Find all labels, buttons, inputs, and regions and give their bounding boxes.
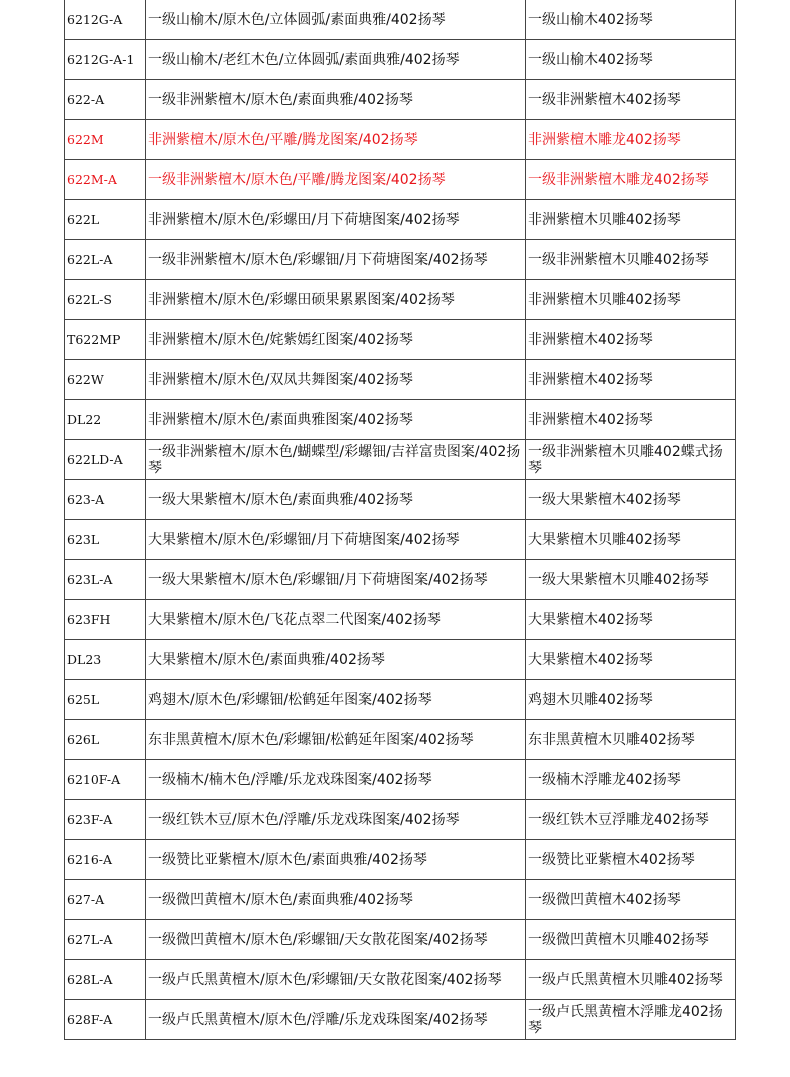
cell-description: 一级楠木/楠木色/浮雕/乐龙戏珠图案/402扬琴: [146, 760, 526, 800]
cell-description: 一级卢氏黑黄檀木/原木色/彩螺钿/天女散花图案/402扬琴: [146, 960, 526, 1000]
cell-model: 622L-S: [65, 280, 146, 320]
cell-model: 622LD-A: [65, 440, 146, 480]
cell-description: 一级山榆木/老红木色/立体圆弧/素面典雅/402扬琴: [146, 40, 526, 80]
cell-name: 鸡翅木贝雕402扬琴: [526, 680, 736, 720]
table-row: [65, 840, 736, 880]
cell-name: 一级红铁木豆浮雕龙402扬琴: [526, 800, 736, 840]
cell-name: 一级赞比亚紫檀木402扬琴: [526, 840, 736, 880]
table-row: [65, 680, 736, 720]
cell-description: 鸡翅木/原木色/彩螺钿/松鹤延年图案/402扬琴: [146, 680, 526, 720]
cell-name: 大果紫檀木402扬琴: [526, 640, 736, 680]
cell-name: 非洲紫檀木402扬琴: [526, 360, 736, 400]
table-row: [65, 80, 736, 120]
cell-name: 一级非洲紫檀木贝雕402扬琴: [526, 240, 736, 280]
cell-name: 非洲紫檀木402扬琴: [526, 320, 736, 360]
cell-description: 非洲紫檀木/原木色/双凤共舞图案/402扬琴: [146, 360, 526, 400]
product-table: [64, 0, 736, 1040]
product-table-body: [65, 0, 736, 1040]
cell-description: 一级非洲紫檀木/原木色/彩螺钿/月下荷塘图案/402扬琴: [146, 240, 526, 280]
cell-model: 622-A: [65, 80, 146, 120]
cell-description: 非洲紫檀木/原木色/彩螺田/月下荷塘图案/402扬琴: [146, 200, 526, 240]
cell-model: 622W: [65, 360, 146, 400]
cell-name: 一级非洲紫檀木402扬琴: [526, 80, 736, 120]
cell-name: 非洲紫檀木贝雕402扬琴: [526, 280, 736, 320]
cell-name: 非洲紫檀木雕龙402扬琴: [526, 120, 736, 160]
table-row: [65, 720, 736, 760]
table-row: [65, 600, 736, 640]
table-row: [65, 240, 736, 280]
cell-model: 622M-A: [65, 160, 146, 200]
cell-model: 623L-A: [65, 560, 146, 600]
cell-model: 622L-A: [65, 240, 146, 280]
cell-model: 628F-A: [65, 1000, 146, 1040]
cell-name: 大果紫檀木402扬琴: [526, 600, 736, 640]
table-row: [65, 120, 736, 160]
cell-name: 东非黑黄檀木贝雕402扬琴: [526, 720, 736, 760]
cell-description: 东非黑黄檀木/原木色/彩螺钿/松鹤延年图案/402扬琴: [146, 720, 526, 760]
cell-description: 一级大果紫檀木/原木色/素面典雅/402扬琴: [146, 480, 526, 520]
table-row: [65, 0, 736, 40]
table-row: [65, 920, 736, 960]
cell-name: 一级卢氏黑黄檀木贝雕402扬琴: [526, 960, 736, 1000]
cell-name: 一级山榆木402扬琴: [526, 40, 736, 80]
table-row: [65, 760, 736, 800]
table-row: [65, 400, 736, 440]
cell-model: 623F-A: [65, 800, 146, 840]
table-row: [65, 560, 736, 600]
cell-description: 一级非洲紫檀木/原木色/蝴蝶型/彩螺钿/吉祥富贵图案/402扬琴: [146, 440, 526, 480]
cell-description: 一级微凹黄檀木/原木色/彩螺钿/天女散花图案/402扬琴: [146, 920, 526, 960]
cell-description: 一级卢氏黑黄檀木/原木色/浮雕/乐龙戏珠图案/402扬琴: [146, 1000, 526, 1040]
table-row: [65, 960, 736, 1000]
cell-description: 一级红铁木豆/原木色/浮雕/乐龙戏珠图案/402扬琴: [146, 800, 526, 840]
cell-model: 623FH: [65, 600, 146, 640]
cell-model: T622MP: [65, 320, 146, 360]
cell-description: 一级非洲紫檀木/原木色/平雕/腾龙图案/402扬琴: [146, 160, 526, 200]
cell-model: DL23: [65, 640, 146, 680]
cell-model: 623-A: [65, 480, 146, 520]
cell-description: 大果紫檀木/原木色/素面典雅/402扬琴: [146, 640, 526, 680]
cell-model: 622L: [65, 200, 146, 240]
table-row: [65, 280, 736, 320]
cell-name: 一级微凹黄檀木402扬琴: [526, 880, 736, 920]
cell-model: 627L-A: [65, 920, 146, 960]
cell-description: 大果紫檀木/原木色/飞花点翠二代图案/402扬琴: [146, 600, 526, 640]
cell-description: 非洲紫檀木/原木色/平雕/腾龙图案/402扬琴: [146, 120, 526, 160]
cell-model: 622M: [65, 120, 146, 160]
cell-description: 一级赞比亚紫檀木/原木色/素面典雅/402扬琴: [146, 840, 526, 880]
table-row: [65, 640, 736, 680]
cell-name: 非洲紫檀木贝雕402扬琴: [526, 200, 736, 240]
cell-model: 626L: [65, 720, 146, 760]
cell-name: 一级非洲紫檀木贝雕402蝶式扬琴: [526, 440, 736, 480]
cell-model: 6212G-A: [65, 0, 146, 40]
cell-description: 一级山榆木/原木色/立体圆弧/素面典雅/402扬琴: [146, 0, 526, 40]
table-row: [65, 880, 736, 920]
table-row: [65, 800, 736, 840]
cell-model: DL22: [65, 400, 146, 440]
cell-model: 6216-A: [65, 840, 146, 880]
cell-name: 一级微凹黄檀木贝雕402扬琴: [526, 920, 736, 960]
table-row: [65, 200, 736, 240]
cell-model: 623L: [65, 520, 146, 560]
cell-name: 一级山榆木402扬琴: [526, 0, 736, 40]
table-row: [65, 360, 736, 400]
cell-name: 一级卢氏黑黄檀木浮雕龙402扬琴: [526, 1000, 736, 1040]
table-row: [65, 520, 736, 560]
cell-model: 628L-A: [65, 960, 146, 1000]
cell-description: 一级大果紫檀木/原木色/彩螺钿/月下荷塘图案/402扬琴: [146, 560, 526, 600]
table-row: [65, 1000, 736, 1040]
cell-model: 627-A: [65, 880, 146, 920]
cell-model: 6212G-A-1: [65, 40, 146, 80]
cell-description: 一级非洲紫檀木/原木色/素面典雅/402扬琴: [146, 80, 526, 120]
cell-name: 一级大果紫檀木402扬琴: [526, 480, 736, 520]
cell-name: 非洲紫檀木402扬琴: [526, 400, 736, 440]
table-row: [65, 160, 736, 200]
cell-description: 大果紫檀木/原木色/彩螺钿/月下荷塘图案/402扬琴: [146, 520, 526, 560]
cell-description: 非洲紫檀木/原木色/素面典雅图案/402扬琴: [146, 400, 526, 440]
cell-model: 625L: [65, 680, 146, 720]
cell-name: 一级大果紫檀木贝雕402扬琴: [526, 560, 736, 600]
cell-name: 一级楠木浮雕龙402扬琴: [526, 760, 736, 800]
table-row: [65, 40, 736, 80]
table-row: [65, 480, 736, 520]
table-row: [65, 320, 736, 360]
cell-name: 大果紫檀木贝雕402扬琴: [526, 520, 736, 560]
cell-description: 非洲紫檀木/原木色/彩螺田硕果累累图案/402扬琴: [146, 280, 526, 320]
cell-description: 非洲紫檀木/原木色/姹紫嫣红图案/402扬琴: [146, 320, 526, 360]
cell-model: 6210F-A: [65, 760, 146, 800]
table-row: [65, 440, 736, 480]
cell-name: 一级非洲紫檀木雕龙402扬琴: [526, 160, 736, 200]
cell-description: 一级微凹黄檀木/原木色/素面典雅/402扬琴: [146, 880, 526, 920]
